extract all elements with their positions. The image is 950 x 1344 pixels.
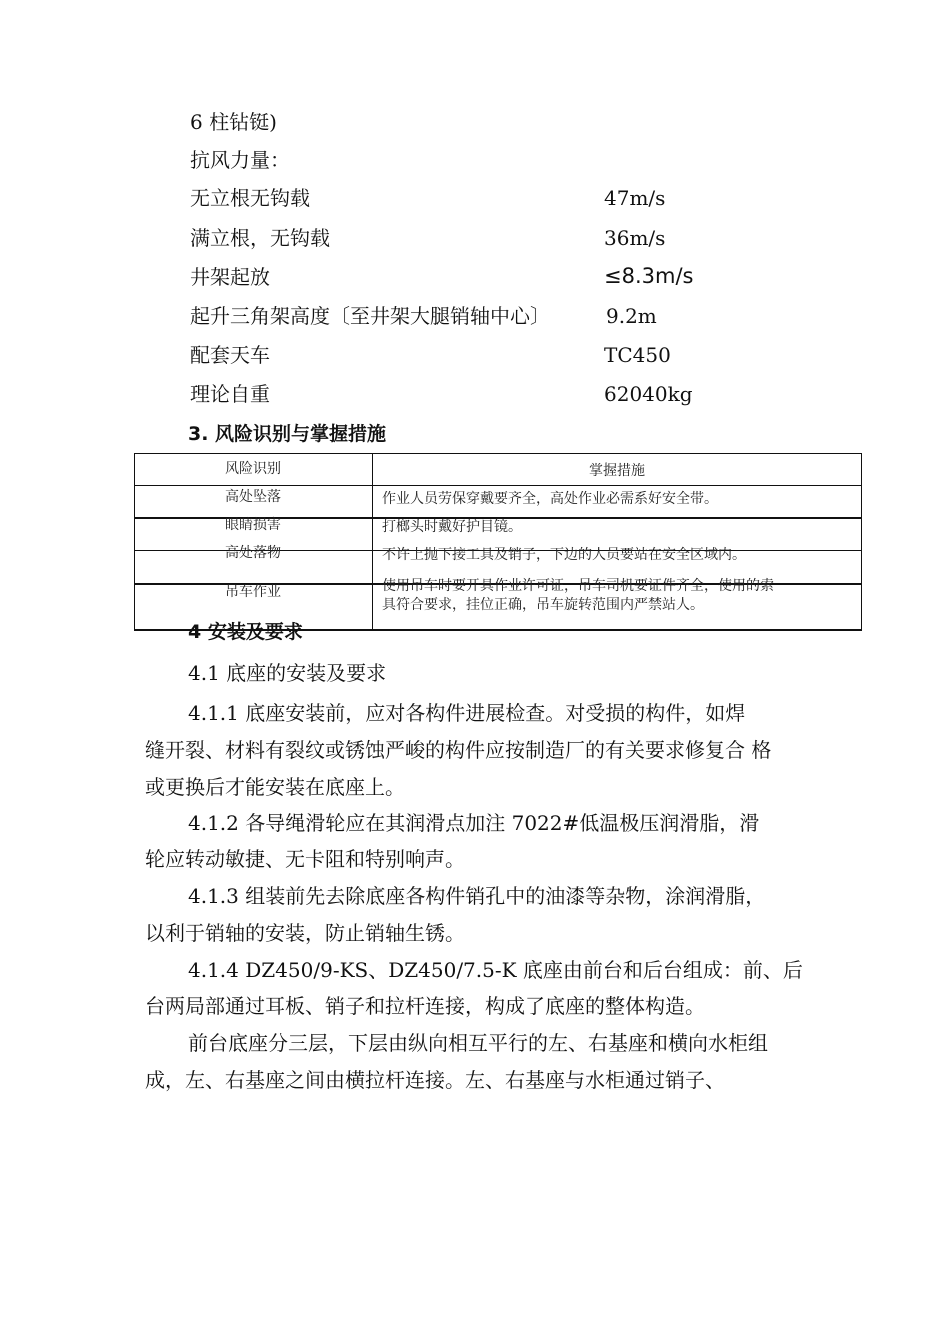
paragraph-line: 台两局部通过耳板、销子和拉杆连接，构成了底座的整体构造。 [145, 994, 705, 1018]
table-header: 风险识别 [225, 461, 281, 477]
risk-cell: 眼睛损害 [225, 517, 281, 533]
paragraph-line: 以利于销轴的安装，防止销轴生锈。 [145, 921, 465, 945]
table-border [134, 485, 862, 486]
paragraph-line: 成，左、右基座之间由横拉杆连接。左、右基座与水柜通过销子、 [145, 1068, 725, 1092]
table-border [134, 453, 862, 454]
paragraph-line: 4.1.2 各导绳滑轮应在其润滑点加注 7022#低温极压润滑脂，滑 [188, 811, 760, 835]
paragraph-line: 或更换后才能安装在底座上。 [145, 775, 405, 799]
spec-label: 起升三角架高度〔至井架大腿销轴中心〕 [190, 304, 550, 328]
measure-cell: 打榔头时戴好护目镜。 [382, 519, 522, 535]
section-3-title: 3. 风险识别与掌握措施 [188, 423, 387, 445]
paragraph-line: 前台底座分三层，下层由纵向相互平行的左、右基座和横向水柜组 [188, 1031, 768, 1055]
spec-value: TC450 [604, 343, 671, 367]
spec-value: 62040kg [604, 382, 693, 406]
section-4-1-title: 4.1 底座的安装及要求 [188, 661, 387, 685]
paragraph-line: 4.1.1 底座安装前，应对各构件进展检查。对受损的构件，如焊 [188, 701, 746, 725]
spec-value: 9.2m [606, 304, 657, 328]
paragraph-line: 4.1.3 组装前先去除底座各构件销孔中的油漆等杂物，涂润滑脂， [188, 884, 766, 908]
risk-cell: 吊车作业 [225, 584, 281, 600]
section-4-title: 4 安装及要求 [188, 621, 303, 643]
table-header: 掌握措施 [589, 463, 645, 479]
wind-resistance-heading: 抗风力量： [190, 148, 290, 172]
paragraph-line: 缝开裂、材料有裂纹或锈蚀严峻的构件应按制造厂的有关要求修复合 格 [145, 738, 772, 762]
spec-value: 47m/s [604, 186, 666, 210]
risk-cell: 高处坠落 [225, 489, 281, 505]
risk-cell: 高处落物 [225, 545, 281, 561]
measure-cell: 不许上抛下接工具及销子，下边的人员要站在安全区域内。 [382, 547, 746, 563]
spec-label: 井架起放 [190, 265, 270, 289]
table-border [134, 453, 135, 631]
spec-continuation: 6 柱钻铤) [190, 110, 277, 134]
spec-label: 配套天车 [190, 343, 270, 367]
measure-cell-line: 使用吊车时要开具作业许可证，吊车司机要证件齐全，使用的索 [382, 578, 774, 594]
spec-value: 36m/s [604, 226, 666, 250]
risk-table [134, 453, 862, 631]
spec-label: 满立根，无钩载 [190, 226, 330, 250]
spec-value: ≤8.3m/s [604, 264, 694, 288]
paragraph-line: 4.1.4 DZ450/9-KS、DZ450/7.5-K 底座由前台和后台组成：前、后 [188, 958, 803, 982]
spec-label: 无立根无钩载 [190, 186, 310, 210]
measure-cell: 作业人员劳保穿戴要齐全，高处作业必需系好安全带。 [382, 491, 718, 507]
paragraph-line: 轮应转动敏捷、无卡阻和特别响声。 [145, 847, 465, 871]
spec-label: 理论自重 [190, 382, 270, 406]
measure-cell-line: 具符合要求，挂位正确，吊车旋转范围内严禁站人。 [382, 597, 704, 613]
